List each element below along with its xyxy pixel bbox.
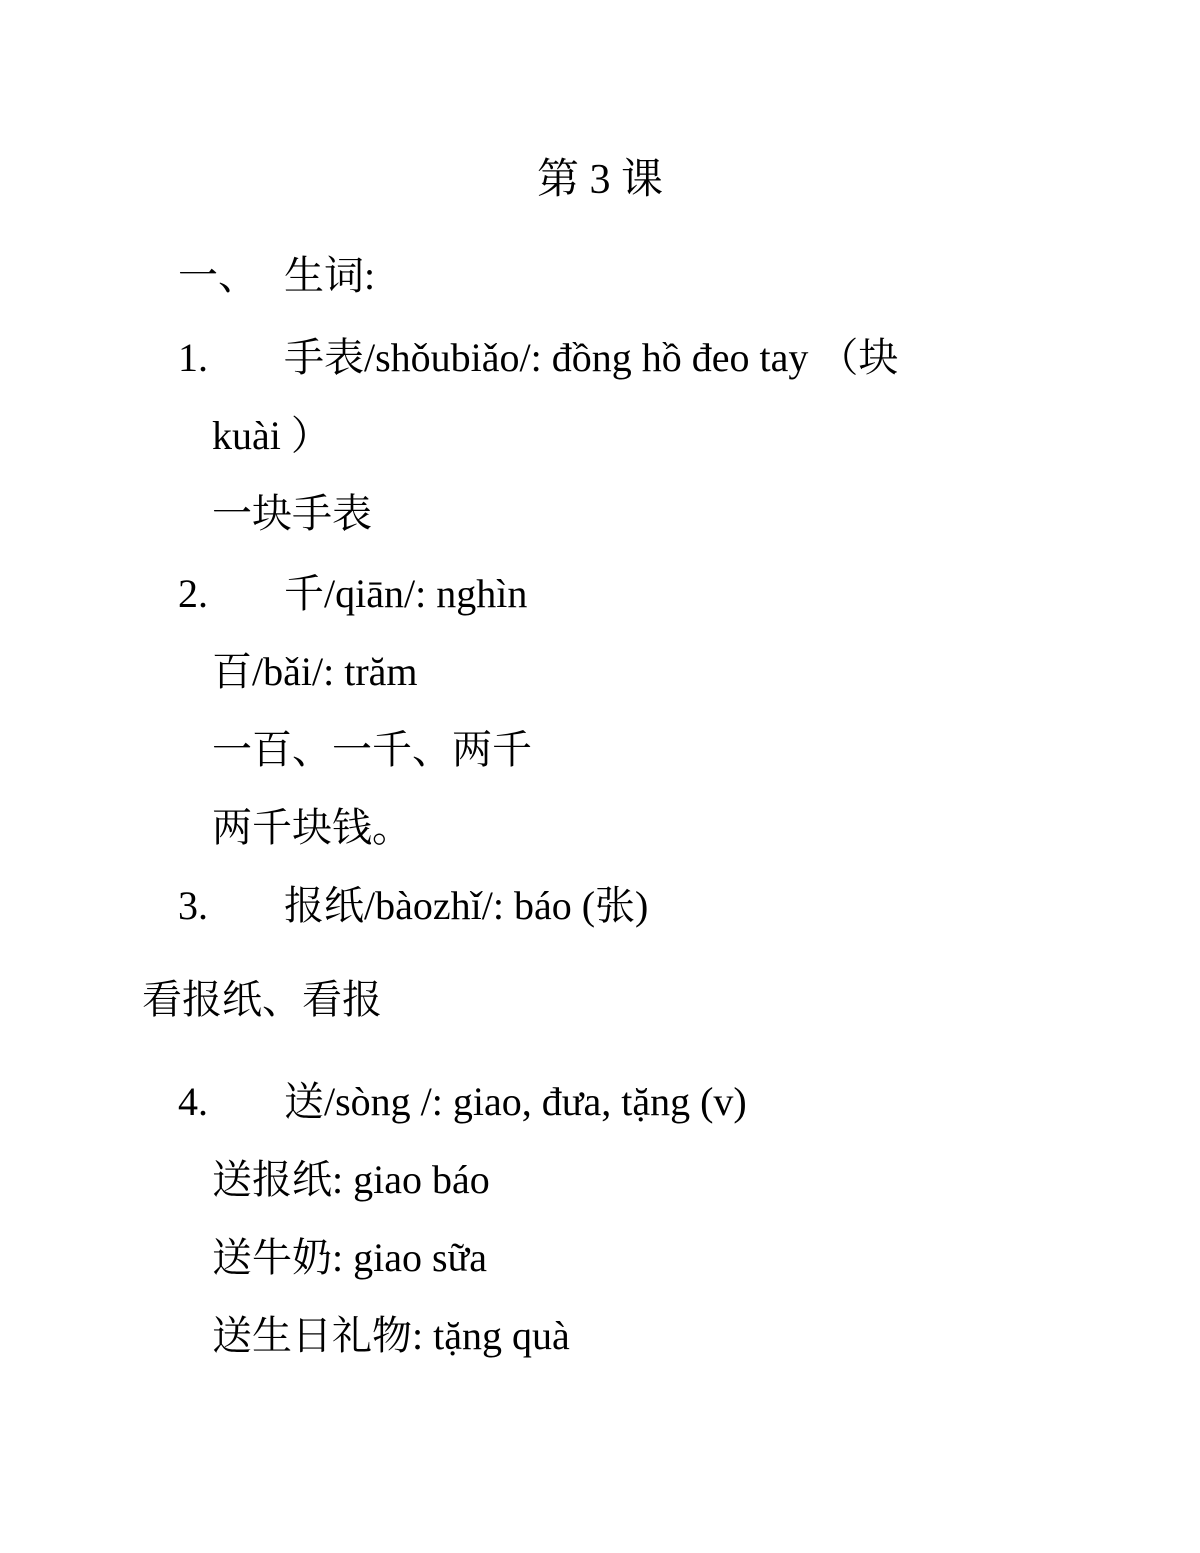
example-line: 一块手表 — [212, 491, 372, 536]
item-number: 1. — [178, 335, 208, 380]
vocab-item-4 — [178, 1078, 747, 1126]
item-number: 4. — [178, 1079, 208, 1124]
vocab-item-3 — [178, 882, 648, 930]
example-line: 一百、一千、两千 — [212, 727, 532, 772]
page-title: 第 3 课 — [536, 157, 663, 203]
section-heading-text: 生词: — [284, 253, 376, 298]
section-marker: 一、 — [178, 253, 258, 298]
example-line: 百/bǎi/: trăm — [212, 649, 418, 694]
vocab-entry: 送/sòng /: giao, đưa, tặng (v) — [284, 1079, 747, 1124]
item-number: 3. — [178, 883, 208, 928]
example-line: 看报纸、看报 — [142, 977, 382, 1022]
example-line: 送牛奶: giao sữa — [212, 1235, 487, 1280]
vocab-entry: 千/qiān/: nghìn — [284, 571, 528, 616]
example-line: 送生日礼物: tặng quà — [212, 1313, 570, 1358]
example-line: 两千块钱。 — [212, 805, 412, 850]
section-heading — [178, 252, 375, 300]
item-number: 2. — [178, 571, 208, 616]
vocab-entry: 报纸/bàozhǐ/: báo (张) — [284, 883, 649, 928]
vocab-entry: 手表/shǒubiǎo/: đồng hồ đeo tay （块 — [284, 335, 899, 380]
vocab-entry-continued: kuài ） — [212, 413, 331, 458]
example-line: 送报纸: giao báo — [212, 1157, 490, 1202]
vocab-item-1 — [178, 334, 898, 382]
vocab-item-2 — [178, 570, 527, 618]
